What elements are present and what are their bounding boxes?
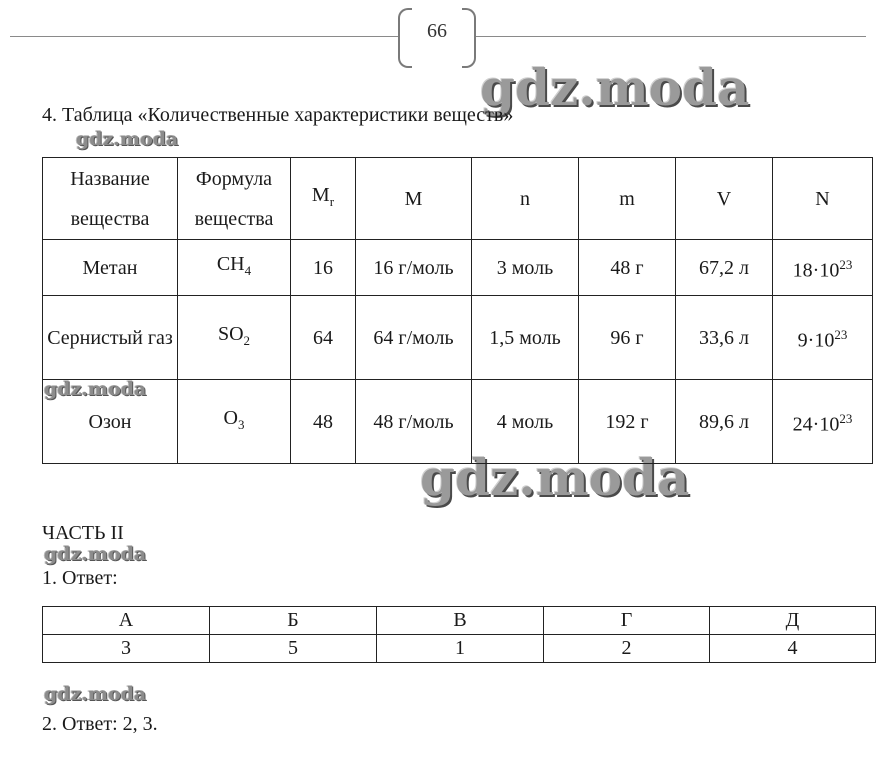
answer-letters-row <box>43 607 876 635</box>
table-header-row <box>43 158 873 240</box>
amount: 4 моль <box>472 380 579 464</box>
answer-value: 5 <box>210 635 377 663</box>
part-heading: ЧАСТЬ II <box>42 522 124 544</box>
watermark: gdz.moda <box>420 448 690 507</box>
relative-mass: 64 <box>291 296 356 380</box>
task4-title: 4. Таблица «Количественные характеристики веществ» <box>42 104 514 126</box>
substance-name: Метан <box>43 240 178 296</box>
answer-value: 3 <box>43 635 210 663</box>
header-molar-mass: M <box>356 158 472 240</box>
particle-count: $9\cdot 10^{23}$ <box>773 296 873 380</box>
answer-value: 2 <box>544 635 710 663</box>
bracket-left-icon <box>398 8 412 68</box>
table-row <box>43 296 873 380</box>
amount: 1,5 моль <box>472 296 579 380</box>
mass: 96 г <box>579 296 676 380</box>
mass: 192 г <box>579 380 676 464</box>
molar-mass: 16 г/моль <box>356 240 472 296</box>
answer-letter: Г <box>544 607 710 635</box>
watermark: gdz.moda <box>44 543 147 565</box>
header-mr: $M_r$ <box>291 158 356 240</box>
particle-count: $24\cdot 10^{23}$ <box>773 380 873 464</box>
page-number: 66 <box>427 19 447 42</box>
watermark: gdz.moda <box>480 58 750 117</box>
relative-mass: 48 <box>291 380 356 464</box>
question1-label: 1. Ответ: <box>42 567 118 589</box>
answer-letter: Д <box>710 607 876 635</box>
volume: 67,2 л <box>676 240 773 296</box>
table-row <box>43 240 873 296</box>
answer-letter: А <box>43 607 210 635</box>
header-mass: m <box>579 158 676 240</box>
question2-answer: 2. Ответ: 2, 3. <box>42 713 158 735</box>
table-row <box>43 380 873 464</box>
substance-formula: $CH_4$ <box>178 240 291 296</box>
relative-mass: 16 <box>291 240 356 296</box>
answer-values-row <box>43 635 876 663</box>
header-amount: n <box>472 158 579 240</box>
answer-value: 4 <box>710 635 876 663</box>
answer-letter: В <box>377 607 544 635</box>
molar-mass: 48 г/моль <box>356 380 472 464</box>
substance-formula: $O_3$ <box>178 380 291 464</box>
molar-mass: 64 г/моль <box>356 296 472 380</box>
header-rule-right <box>476 36 866 37</box>
substance-name: Сернистый газ <box>43 296 178 380</box>
substance-name: Озон <box>43 380 178 464</box>
volume: 33,6 л <box>676 296 773 380</box>
amount: 3 моль <box>472 240 579 296</box>
watermark: gdz.moda <box>76 128 179 150</box>
bracket-right-icon <box>462 8 476 68</box>
quantities-table <box>42 157 873 464</box>
answer-value: 1 <box>377 635 544 663</box>
volume: 89,6 л <box>676 380 773 464</box>
answer-table <box>42 606 876 663</box>
header-particles: N <box>773 158 873 240</box>
watermark: gdz.moda <box>44 378 147 400</box>
particle-count: $18\cdot 10^{23}$ <box>773 240 873 296</box>
watermark: gdz.moda <box>44 683 147 705</box>
header-volume: V <box>676 158 773 240</box>
answer-letter: Б <box>210 607 377 635</box>
page-number-box <box>398 8 476 64</box>
header-rule-left <box>10 36 398 37</box>
header-name: Название вещества <box>43 158 178 240</box>
header-formula: Формула вещества <box>178 158 291 240</box>
substance-formula: $SO_2$ <box>178 296 291 380</box>
mass: 48 г <box>579 240 676 296</box>
